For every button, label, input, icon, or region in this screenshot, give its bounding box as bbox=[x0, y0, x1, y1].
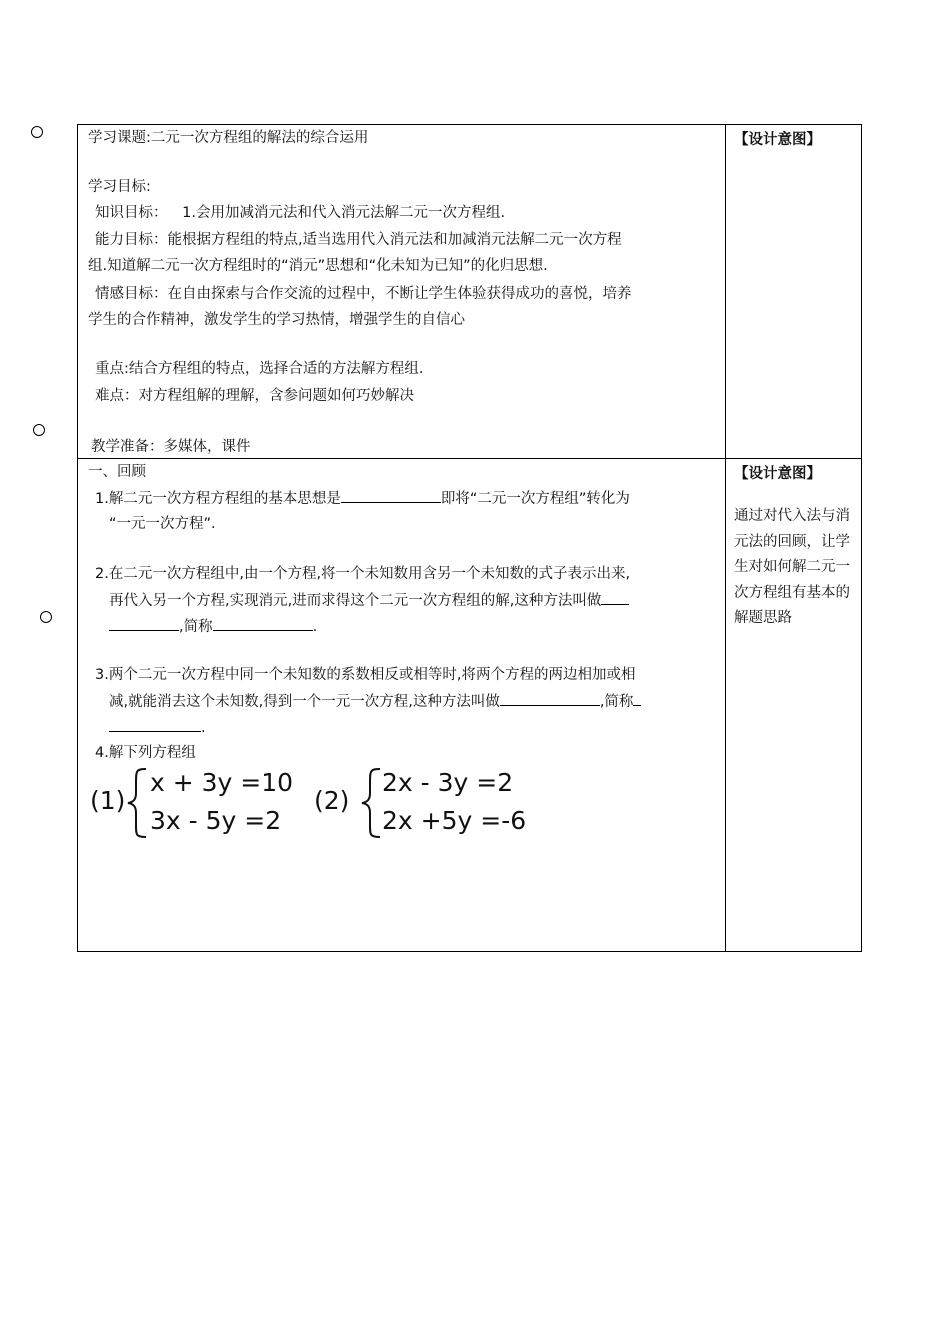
question-2-line3 bbox=[109, 614, 317, 640]
answer-blank-2b[interactable] bbox=[109, 614, 179, 631]
question-3-line1: 3.两个二元一次方程中同一个未知数的系数相反或相等时,将两个方程的两边相加或相 bbox=[95, 667, 636, 683]
knowledge-text: 1.会用加减消元法和代入消元法解二元一次方程组. bbox=[182, 205, 506, 221]
review-heading: 一、回顾 bbox=[88, 464, 146, 480]
question-1-text: 1.解二元一次方程方程组的基本思想是 bbox=[95, 491, 341, 507]
design-intent-text: 通过对代入法与消元法的回顾，让学生对如何解二元一次方程组有基本的解题思路 bbox=[734, 508, 850, 626]
margin-circle-top bbox=[31, 126, 43, 138]
equation-2a: 2x - 3y =2 bbox=[382, 768, 514, 797]
answer-blank-2a[interactable] bbox=[601, 588, 629, 605]
ability-goal-line2: 组.知道解二元一次方程组时的“消元”思想和“化未知为已知”的化归思想. bbox=[88, 258, 548, 274]
ability-goal-line1: 能力目标：能根据方程组的特点,适当选用代入消元法和加减消元法解二元一次方程 bbox=[95, 232, 622, 248]
design-intent-title: 【设计意图】 bbox=[734, 132, 821, 148]
emotion-goal-line1: 情感目标：在自由探索与合作交流的过程中，不断让学生体验获得成功的喜悦，培养 bbox=[95, 286, 632, 302]
lesson-plan-table bbox=[77, 124, 862, 952]
question-3-end: . bbox=[201, 720, 206, 736]
lesson-title: 学习课题:二元一次方程组的解法的综合运用 bbox=[88, 130, 369, 146]
table-row-objectives bbox=[78, 125, 862, 459]
answer-blank-1[interactable] bbox=[341, 486, 441, 503]
design-intent-cell-1 bbox=[726, 125, 862, 459]
equation-2b: 2x +5y =-6 bbox=[382, 806, 527, 835]
difficulty-point: 难点：对方程组解的理解，含参问题如何巧妙解决 bbox=[95, 388, 414, 404]
question-2-line1: 2.在二元一次方程组中,由一个方程,将一个未知数用含另一个未知数的式子表示出来, bbox=[95, 566, 631, 582]
equation-systems bbox=[88, 757, 568, 847]
question-2-abbrev: ,简称 bbox=[179, 619, 213, 635]
question-1-text-2: 即将“二元一次方程组”转化为 bbox=[440, 491, 630, 507]
review-cell bbox=[78, 459, 726, 952]
question-3-line3 bbox=[109, 715, 206, 741]
answer-blank-2c[interactable] bbox=[213, 614, 313, 631]
knowledge-goal bbox=[95, 201, 505, 226]
emotion-goal-line2: 学生的合作精神，激发学生的学习热情，增强学生的自信心 bbox=[88, 312, 465, 328]
margin-circle-bottom bbox=[40, 611, 52, 623]
question-1-line1 bbox=[95, 486, 630, 512]
margin-circle-middle bbox=[33, 424, 45, 436]
brace-icon bbox=[128, 769, 146, 837]
equation-1b: 3x - 5y =2 bbox=[150, 806, 282, 835]
question-3-abbrev: ,简称 bbox=[599, 694, 634, 710]
answer-blank-3a[interactable] bbox=[500, 689, 600, 706]
answer-blank-3b[interactable] bbox=[633, 689, 641, 706]
answer-blank-3c[interactable] bbox=[109, 715, 201, 732]
question-3-text: 减,就能消去这个未知数,得到一个一元一次方程,这种方法叫做 bbox=[109, 694, 500, 710]
equation-2-label: (2) bbox=[314, 786, 350, 815]
objectives-cell bbox=[78, 125, 726, 459]
question-4: 4.解下列方程组 bbox=[95, 745, 196, 761]
knowledge-label: 知识目标： bbox=[95, 205, 168, 221]
equation-1-label: (1) bbox=[90, 786, 126, 815]
key-point: 重点:结合方程组的特点，选择合适的方法解方程组. bbox=[95, 361, 424, 377]
question-1-line2: “一元一次方程”. bbox=[109, 516, 216, 532]
question-2-text: 再代入另一个方程,实现消元,进而求得这个二元一次方程组的解,这种方法叫做 bbox=[109, 593, 602, 609]
design-intent-cell-2 bbox=[726, 459, 862, 952]
question-2-line2 bbox=[109, 588, 629, 614]
question-3-line2 bbox=[109, 689, 641, 715]
goals-label: 学习目标: bbox=[88, 179, 151, 195]
table-row-review bbox=[78, 459, 862, 952]
brace-icon bbox=[362, 769, 380, 837]
question-2-end: . bbox=[312, 619, 318, 635]
design-intent-title: 【设计意图】 bbox=[734, 466, 821, 482]
equation-1a: x + 3y =10 bbox=[150, 768, 294, 797]
teaching-preparation: 教学准备：多媒体，课件 bbox=[91, 439, 251, 455]
